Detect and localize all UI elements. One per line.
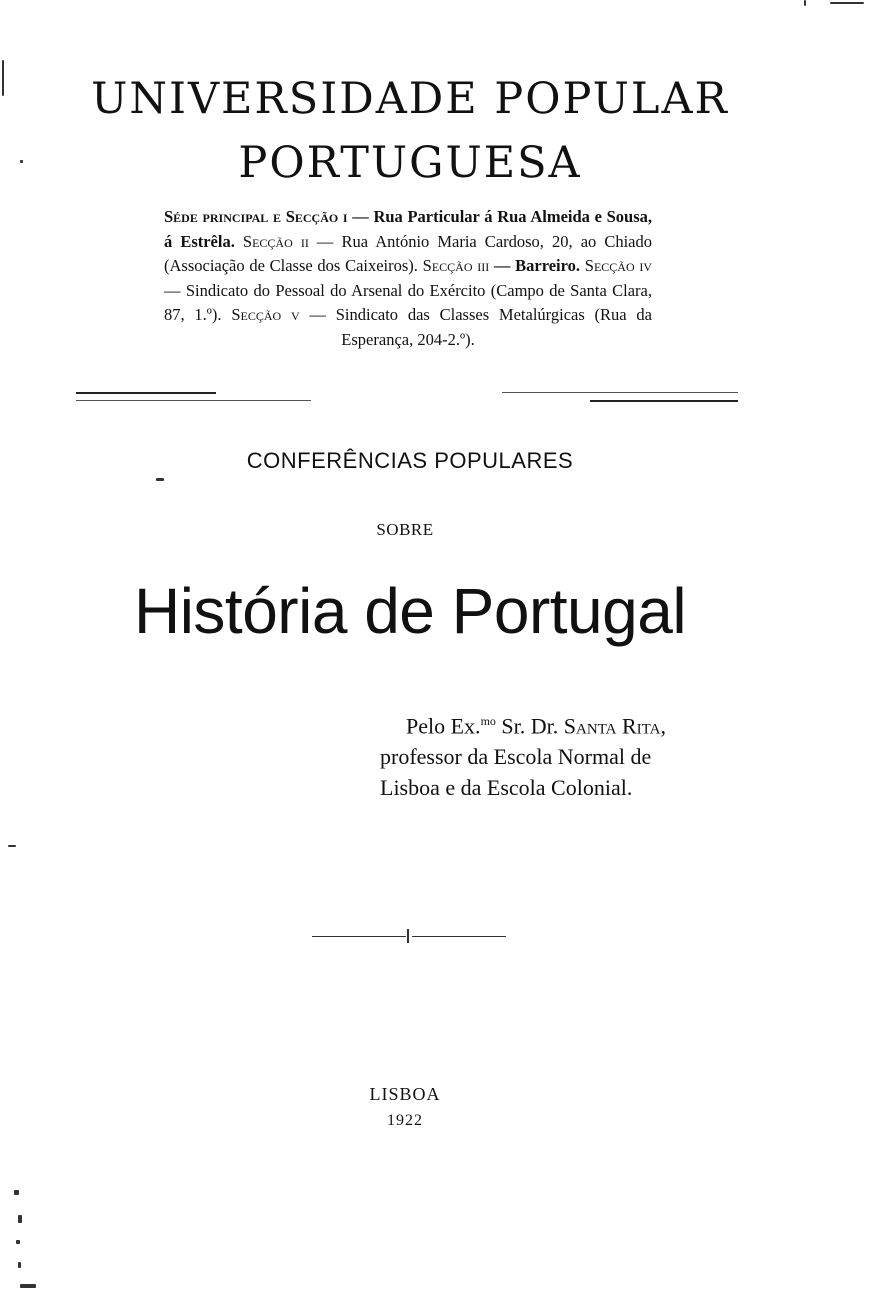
imprint-city: LISBOA xyxy=(369,1084,441,1104)
author-title: Sr. Dr. xyxy=(495,713,564,739)
address-section3-text: — Barreiro. xyxy=(489,256,585,275)
scan-speck xyxy=(18,1215,22,1223)
ornament-rule-left xyxy=(312,936,406,937)
institution-name-line1: UNIVERSIDADE POPULAR xyxy=(91,74,729,124)
address-seat-label: Séde principal e Secção i xyxy=(164,207,348,226)
address-section4-label: Secção iv xyxy=(584,256,652,275)
scan-speck xyxy=(804,0,806,6)
series-title: CONFERÊNCIAS POPULARES xyxy=(246,448,574,473)
scan-speck xyxy=(18,1262,21,1268)
address-section2-label: Secção ii xyxy=(242,231,309,251)
scan-speck xyxy=(830,2,864,4)
address-section5-label: Secção v xyxy=(231,305,300,324)
scan-speck xyxy=(20,1284,36,1288)
scan-speck xyxy=(16,1240,20,1244)
author-line1 xyxy=(380,706,760,741)
address-paragraph xyxy=(164,205,652,352)
author-superscript: mo xyxy=(480,714,496,728)
main-title: História de Portugal xyxy=(133,575,687,647)
address-seat-text: — Rua Particular á Rua Almeida e Sousa, á Estrêla. xyxy=(164,207,652,251)
scan-speck xyxy=(156,478,164,481)
author-line2: professor da Escola Normal de xyxy=(380,744,652,770)
ornament-center-mark xyxy=(407,929,409,943)
imprint-year: 1922 xyxy=(387,1112,423,1129)
divider-left-lower xyxy=(76,400,311,401)
connector-word: SOBRE xyxy=(376,520,434,539)
institution-name-line2: PORTUGUESA xyxy=(238,138,582,188)
scan-speck xyxy=(8,845,16,847)
author-line3: Lisboa e da Escola Colonial. xyxy=(380,775,633,801)
address-section3-label: Secção iii xyxy=(422,256,490,275)
address-section4-text: — Sindicato do Pessoal do Arsenal do Exército (Campo de Santa Clara, 87, 1.º). xyxy=(164,280,652,324)
author-name: Santa Rita xyxy=(563,713,661,739)
author-block xyxy=(380,706,760,803)
scan-speck xyxy=(14,1190,19,1195)
address-section5-text: — Sindicato das Classes Metalúrgicas (Rua da Esperança, 204-2.º). xyxy=(299,305,652,349)
scan-speck xyxy=(2,60,4,96)
author-prefix: Pelo Ex. xyxy=(406,713,481,739)
scan-speck xyxy=(20,160,23,163)
divider-left-upper xyxy=(76,392,216,394)
author-comma: , xyxy=(660,713,666,739)
divider-right-lower xyxy=(590,400,738,402)
ornament-rule-right xyxy=(412,936,506,937)
address-section2-text: — Rua António Maria Cardoso, 20, ao Chiado (Associação de Classe dos Caixeiros). xyxy=(164,231,652,275)
divider-right-upper xyxy=(502,392,738,393)
